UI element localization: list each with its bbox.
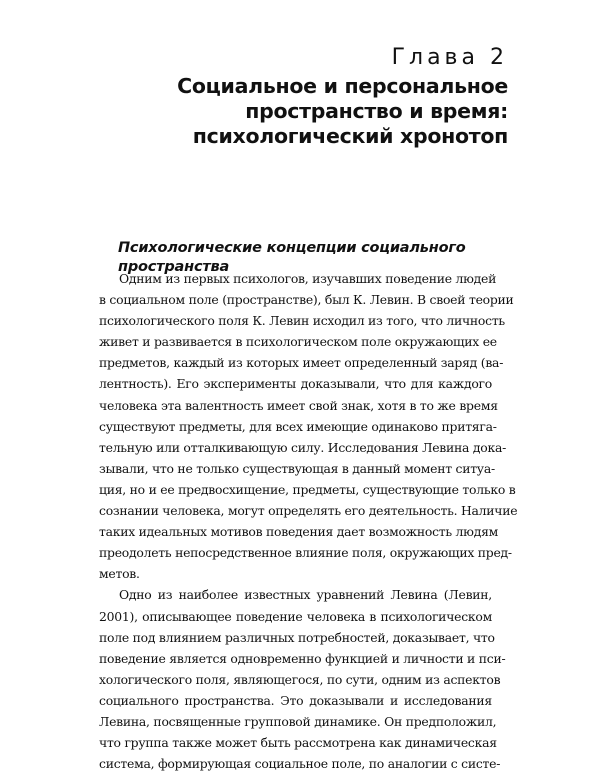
text-line: что группа также может быть рассмотрена как динамическая xyxy=(99,735,497,751)
text-line: живет и развивается в психологическом поле окружающих ее xyxy=(99,334,497,350)
text-line: в социальном поле (пространстве), был К. Левин. В своей теории xyxy=(99,292,514,308)
chapter-title-line: пространство и время: xyxy=(245,99,508,123)
text-line: существуют предметы, для всех имеющие одинаково притяга- xyxy=(99,418,497,434)
text-line: социального пространства. Это доказывали и исследования xyxy=(99,692,492,708)
chapter-header xyxy=(177,44,508,149)
text-line: система, формирующая социальное поле, по аналогии с систе- xyxy=(99,756,501,772)
paragraph-1 xyxy=(99,268,518,584)
chapter-title-line: психологический хронотоп xyxy=(192,124,508,148)
text-line: Левина, посвященные групповой динамике. Он предположил, xyxy=(99,713,497,729)
text-line: 2001), описывающее поведение человека в психологическом xyxy=(99,608,492,624)
text-line: хологического поля, являющегося, по сути, одним из аспектов xyxy=(99,671,501,687)
text-line: Одним из первых психологов, изучавших поведение людей xyxy=(119,271,497,286)
chapter-label: Глава 2 xyxy=(391,45,508,70)
text-line: предметов, каждый из которых имеет определенный заряд (ва- xyxy=(99,355,504,371)
chapter-title-line: Социальное и персональное xyxy=(177,74,508,98)
body-text xyxy=(99,268,518,774)
text-line: поведение является одновременно функцией и личности и пси- xyxy=(99,650,506,666)
text-line: поле под влиянием различных потребностей, доказывает, что xyxy=(99,629,495,645)
section-heading-line: пространства xyxy=(118,259,230,276)
text-line: преодолеть непосредственное влияние поля, окружающих пред- xyxy=(99,545,512,561)
section-heading-line: Психологические концепции социального xyxy=(118,240,466,257)
text-line: ция, но и ее предвосхищение, предметы, существующие только в xyxy=(99,481,516,497)
text-line: психологического поля К. Левин исходил из того, что личность xyxy=(99,313,505,329)
paragraph-2 xyxy=(99,584,506,774)
text-line: Одно из наиболее известных уравнений Левина (Левин, xyxy=(119,587,492,603)
text-line: человека эта валентность имеет свой знак, хотя в то же время xyxy=(99,397,498,413)
text-line: лентность). Его эксперименты доказывали, что для каждого xyxy=(99,376,492,392)
text-line: зывали, что не только существующая в данный момент ситуа- xyxy=(99,460,495,476)
text-line: таких идеальных мотивов поведения дает возможность людям xyxy=(99,524,499,540)
chapter-title xyxy=(177,74,508,149)
text-line: сознании человека, могут определять его деятельность. Наличие xyxy=(99,503,518,519)
text-line: метов. xyxy=(99,566,140,582)
text-line: тельную или отталкивающую силу. Исследования Левина дока- xyxy=(99,439,507,455)
